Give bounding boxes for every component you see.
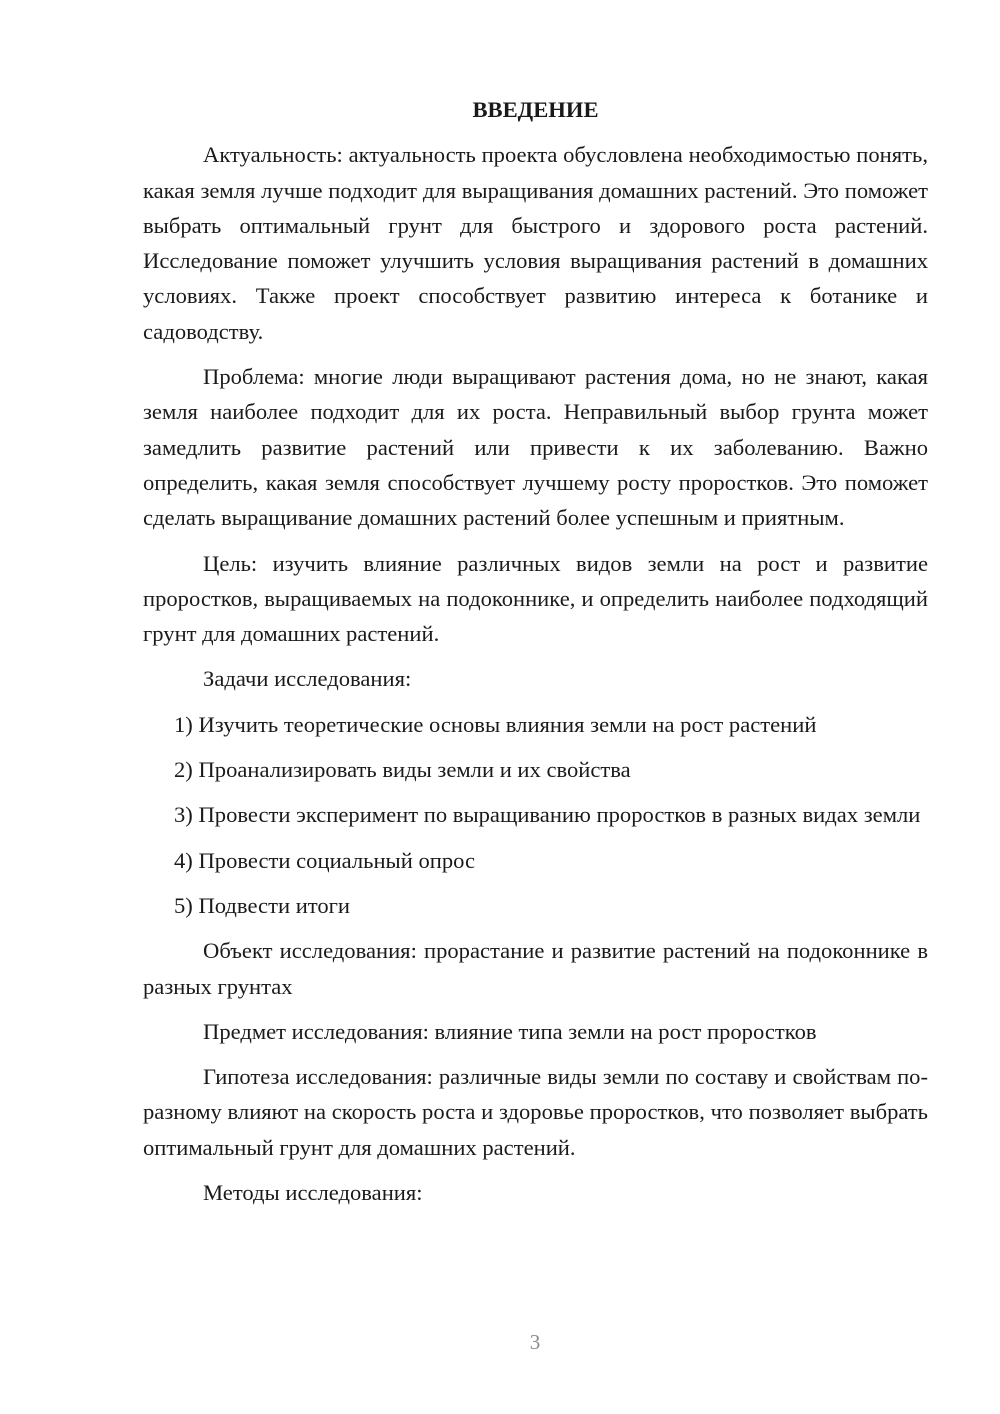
methods-heading: Методы исследования:	[203, 1180, 423, 1206]
tasks-heading: Задачи исследования:	[203, 666, 412, 692]
relevance-paragraph: Актуальность: актуальность проекта обусловлена необходимостью понять, какая земля лучше подходит для выращивания домашних растений. Это поможет выбрать оптимальный грунт для быстрого и здорового роста растений. Исследование поможет улучшить условия выращивания растений в домашних условиях. Также проект способствует развитию интереса к ботанике и садоводству.	[143, 142, 928, 344]
goal-paragraph: Цель: изучить влияние различных видов земли на рост и развитие проростков, выращиваемых на подоконнике, и определить наиболее подходящий грунт для домашних растений.	[143, 550, 928, 647]
problem-paragraph: Проблема: многие люди выращивают растения дома, но не знают, какая земля наиболее подходит для их роста. Неправильный выбор грунта может замедлить развитие растений или привести к их заболеванию. Важно определить, какая земля способствует лучшему росту проростков. Это поможет сделать выращивание домашних растений более успешным и приятным.	[143, 364, 928, 531]
task-item-4: 4) Провести социальный опрос	[174, 847, 476, 873]
task-item-5: 5) Подвести итоги	[174, 892, 351, 918]
hypothesis-paragraph: Гипотеза исследования: различные виды земли по составу и свойствам по-разному влияют на скорость роста и здоровье проростков, что позволяет выбрать оптимальный грунт для домашних растений.	[143, 1064, 928, 1160]
object-paragraph: Объект исследования: прорастание и развитие растений на подоконнике в разных грунтах	[143, 938, 928, 999]
subject-paragraph: Предмет исследования: влияние типа земли на рост проростков	[203, 1018, 817, 1044]
section-title: ВВЕДЕНИЕ	[472, 97, 599, 122]
task-item-3: 3) Провести эксперимент по выращиванию проростков в разных видах земли	[174, 802, 921, 828]
task-item-2: 2) Проанализировать виды земли и их свойства	[174, 757, 631, 783]
page-content	[143, 92, 928, 1220]
task-item-1: 1) Изучить теоретические основы влияния земли на рост растений	[174, 711, 817, 737]
page-number: 3	[529, 1330, 541, 1354]
